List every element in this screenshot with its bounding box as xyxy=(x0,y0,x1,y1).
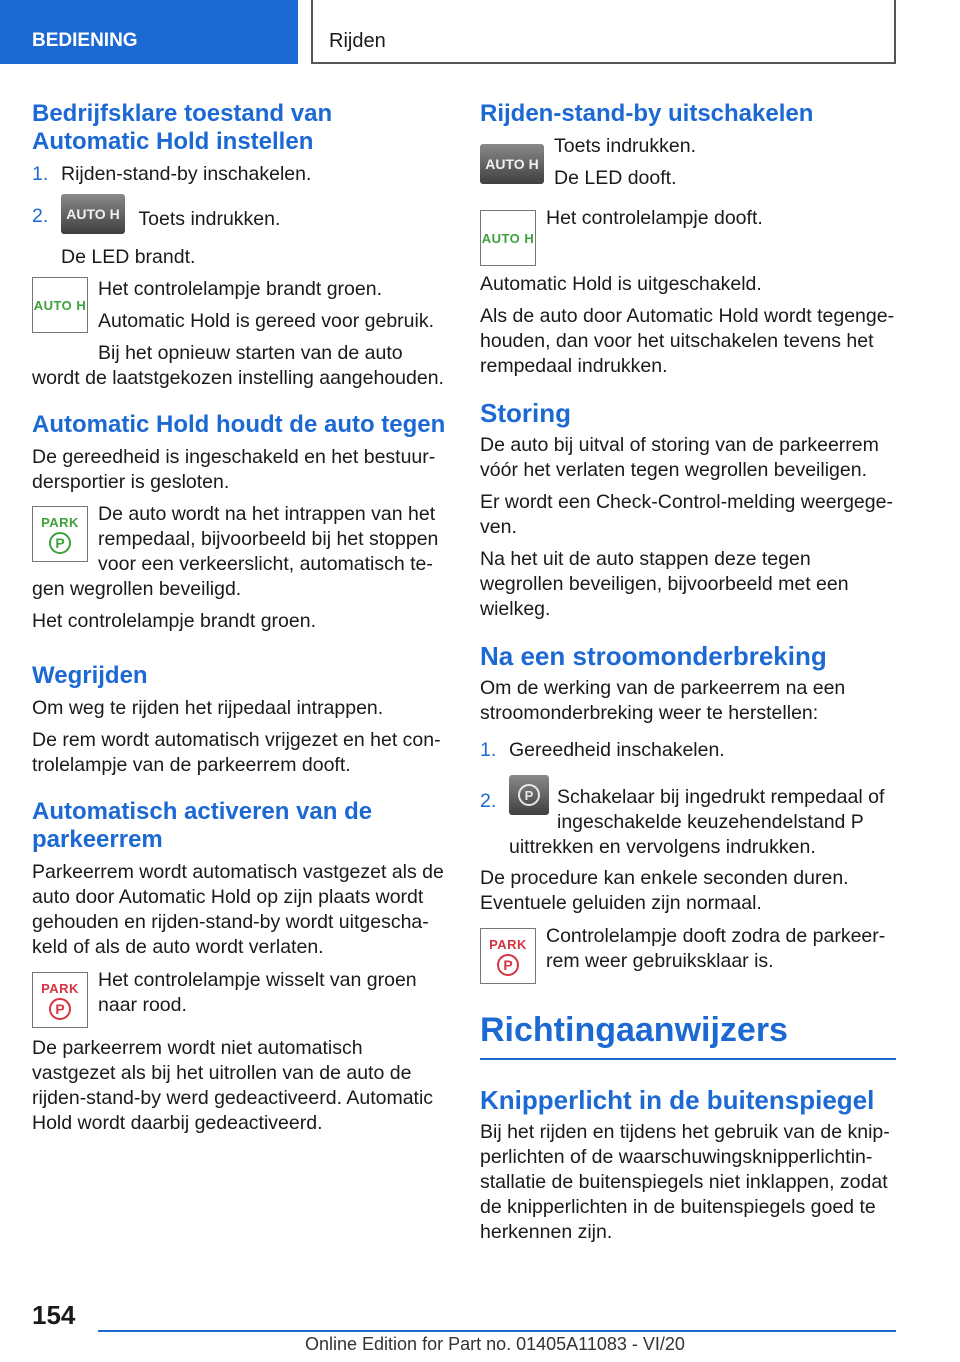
p-circle-icon: P xyxy=(49,532,71,554)
indicator-row-park-red-out xyxy=(480,924,896,980)
heading-auto-activate xyxy=(32,798,448,854)
lamp-switch-text: naar rood. xyxy=(98,994,187,1016)
p-circle-icon: P xyxy=(518,784,540,806)
holds-detail: rempedaal, bijvoorbeeld bij het stoppen xyxy=(98,528,439,550)
chapter-heading-block xyxy=(480,1010,896,1060)
lamp-green-text: Het controlelampje brandt groen. xyxy=(32,610,316,632)
power-step-1 xyxy=(480,738,896,763)
activate-text: Parkeerrem wordt automatisch vastgezet als de auto door Automatic Hold op zijn plaats wordt gehouden en rijden-stand-by wordt uitgeschakeld of als de auto wordt verlaten. xyxy=(32,861,444,958)
step-text: Gereedheid inschakelen. xyxy=(509,739,725,761)
wegrijden-text: De rem wordt automatisch vrijgezet en het controlelampje van de parkeerrem dooft. xyxy=(32,729,441,776)
led-off-text: De LED dooft. xyxy=(554,167,677,189)
left-column xyxy=(32,100,448,1143)
indicator-label: PARK xyxy=(41,980,79,996)
heading-power: Na een stroomonderbreking xyxy=(480,641,827,671)
indicator-row-auto-h xyxy=(32,277,448,391)
step-text: Toets indrukken. xyxy=(138,208,281,231)
lamp-green-text: Het controlelampje brandt groen. xyxy=(98,278,382,300)
holds-detail: gen wegrollen beveiligd. xyxy=(32,578,242,600)
press-text: Toets indrukken. xyxy=(554,135,696,157)
heading-wegrijden: Wegrijden xyxy=(32,662,148,689)
heading-line: Automatic Hold instellen xyxy=(32,128,314,155)
heading-storing: Storing xyxy=(480,398,571,428)
heading-line: parkeerrem xyxy=(32,826,163,853)
heading-richtingaanwijzers: Richtingaanwijzers xyxy=(480,1011,788,1049)
auto-h-button-row xyxy=(480,134,896,194)
disabled-text: Automatic Hold is uitgeschakeld. xyxy=(480,273,762,295)
p-circle-icon: P xyxy=(49,998,71,1020)
led-on-text: De LED brandt. xyxy=(61,246,196,268)
heading-automatic-hold xyxy=(32,100,448,156)
holds-detail: voor een verkeerslicht, automatisch te- xyxy=(98,553,433,575)
page-number: 154 xyxy=(32,1300,76,1330)
step-text: Schakelaar bij ingedrukt rempedaal of ingeschakelde keuzehendelstand P uittrekken en vervolgens indrukken. xyxy=(509,786,885,858)
indicator-label: PARK xyxy=(489,936,527,952)
step-number: 1. xyxy=(32,163,49,185)
step-2 xyxy=(32,194,448,238)
indicator-row-auto-h-off xyxy=(480,206,896,262)
section-tab: BEDIENING xyxy=(0,0,298,64)
storing-text: Na het uit de auto stappen deze tegen wegrollen beveiligen, bijvoorbeeld met een wielkeg. xyxy=(480,548,849,620)
right-column xyxy=(480,100,896,1252)
indicator-label: PARK xyxy=(41,514,79,530)
indicator-label: AUTO H xyxy=(33,297,87,313)
ready-text: Automatic Hold is gereed voor gebruik. xyxy=(98,310,435,332)
lamp-off-text: Het controlelampje dooft. xyxy=(546,207,763,229)
indicator-row-park-red xyxy=(32,968,448,1024)
storing-text: De auto bij uitval of storing van de parkeerrem vóór het verlaten tegen wegrollen beveiligen. xyxy=(480,434,879,481)
park-green-icon xyxy=(32,506,88,562)
lamp-out-text: Controlelampje dooft zodra de parkeerrem weer gebruiksklaar is. xyxy=(546,925,886,972)
heading-holds: Automatic Hold houdt de auto tegen xyxy=(32,411,446,438)
not-set-text: De parkeerrem wordt niet automatisch vastgezet als bij het uitrollen van de auto de rijden-stand-by werd gedeactiveerd. Automatic Hold wordt daarbij gedeactiveerd. xyxy=(32,1037,434,1134)
restart-text: Bij het opnieuw starten van de auto xyxy=(98,342,403,364)
holds-text: De gereedheid is ingeschakeld en het bestuurdersportier is gesloten. xyxy=(32,446,436,493)
footer-divider xyxy=(98,1330,896,1332)
power-text: Om de werking van de parkeerrem na een stroomonderbreking weer te herstellen: xyxy=(480,677,846,724)
lamp-switch-text: Het controlelampje wisselt van groen xyxy=(98,969,417,991)
park-red-icon xyxy=(32,972,88,1028)
park-button-icon xyxy=(509,775,549,815)
auto-h-green-icon xyxy=(32,277,88,333)
auto-h-green-icon xyxy=(480,210,536,266)
wegrijden-text: Om weg te rijden het rijpedaal intrappen. xyxy=(32,697,384,719)
page-header xyxy=(0,0,960,66)
step-number: 2. xyxy=(32,205,49,227)
heading-line: Automatisch activeren van de xyxy=(32,798,373,825)
step-1 xyxy=(32,162,448,187)
chapter-tab: Rijden xyxy=(311,0,896,64)
heading-knipperlicht: Knipperlicht in de buitenspiegel xyxy=(480,1085,875,1115)
auto-h-button-icon: AUTO H xyxy=(480,144,544,184)
indicator-row-park-green xyxy=(32,502,448,602)
heading-standby-off: Rijden-stand-by uitschakelen xyxy=(480,100,814,127)
park-red-icon xyxy=(480,928,536,984)
power-step-2 xyxy=(480,775,896,858)
auto-h-button-icon: AUTO H xyxy=(61,194,125,234)
knipper-text: Bij het rijden en tijdens het gebruik van de knipperlichten of de waarschuwingsknipperlichtinstallatie de buitenspiegels niet inklappen, zodat de knipperlichten in de buitenspiegels goed te herkennen zijn. xyxy=(480,1121,890,1243)
storing-text: Er wordt een Check-Control-melding weergegeven. xyxy=(480,491,893,538)
restart-text: wordt de laatstgekozen instelling aangehouden. xyxy=(32,367,444,389)
indicator-label: AUTO H xyxy=(481,230,535,246)
step-number: 1. xyxy=(480,739,497,761)
heading-line: Bedrijfsklare toestand van xyxy=(32,100,333,127)
edition-text: Online Edition for Part no. 01405A11083 - VI/20 xyxy=(305,1334,685,1354)
holds-detail: De auto wordt na het intrappen van het xyxy=(98,503,436,525)
p-circle-icon: P xyxy=(497,954,519,976)
procedure-text: De procedure kan enkele seconden duren. Eventuele geluiden zijn normaal. xyxy=(480,867,849,914)
step-number: 2. xyxy=(480,790,497,812)
step-text: Rijden-stand-by inschakelen. xyxy=(61,163,312,185)
held-text: Als de auto door Automatic Hold wordt tegengehouden, dan voor het uitschakelen tevens het rempedaal indrukken. xyxy=(480,305,895,377)
